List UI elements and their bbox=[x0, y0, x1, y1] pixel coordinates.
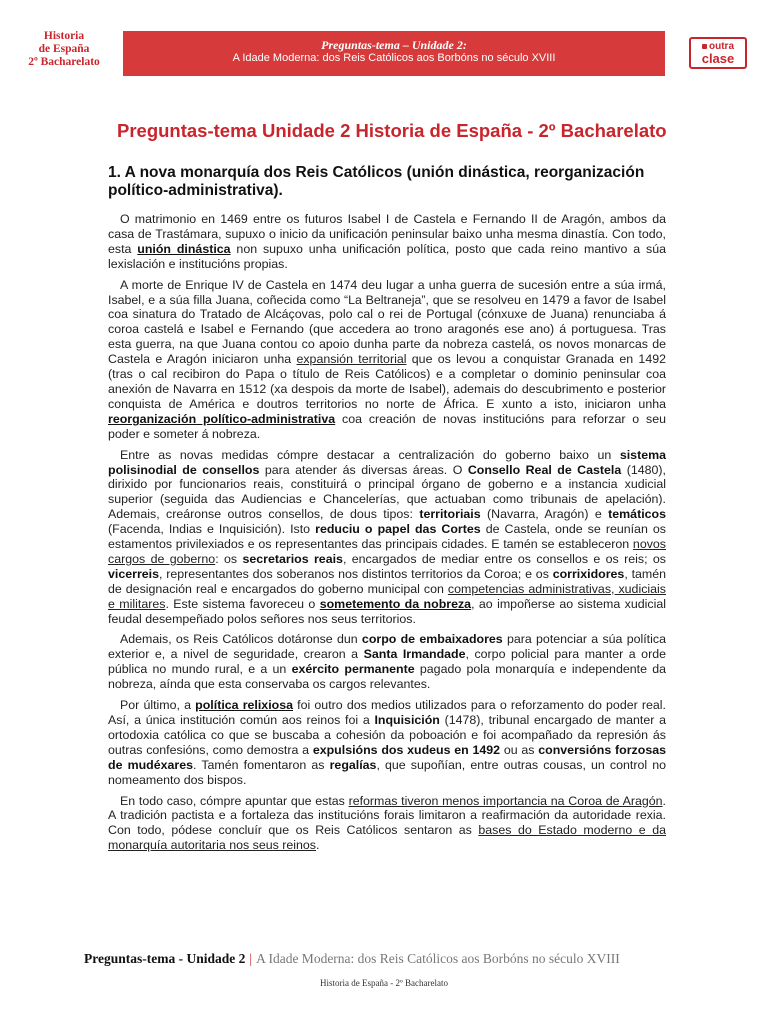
text-run: : os bbox=[215, 551, 243, 566]
footer-subtitle: A Idade Moderna: dos Reis Católicos aos Borbóns no século XVIII bbox=[256, 951, 620, 966]
footer-title: Preguntas-tema - Unidade 2 bbox=[84, 951, 246, 966]
bold-term: corpo de embaixadores bbox=[361, 632, 503, 647]
paragraph-6 bbox=[108, 794, 666, 854]
bold-term: secretarios reais bbox=[242, 551, 343, 566]
bold-term: sistema polisinodial de consellos bbox=[108, 447, 666, 477]
text-run: Ademais, os Reis Católicos dotáronse dun bbox=[120, 632, 362, 647]
text-run: (1480), dirixido por funcionarios reais, constituirá o principal órgano de goberno e a instancia xudicial superior (seguida das Audiencias e Chancelerías, que actuaban como tribunais de apelación). Ademais, creáronse outros consellos, de dous tipos: bbox=[108, 462, 666, 522]
text-run: , que supoñían, entre outras cousas, un control no nomeamento dos bispos. bbox=[108, 757, 666, 787]
logo-dot-icon bbox=[702, 44, 707, 49]
text-run: En todo caso, cómpre apuntar que estas bbox=[120, 793, 349, 808]
text-run: pagado pola monarquía e independente da nobreza, aínda que esta conservaba os cargos relevantes. bbox=[108, 662, 667, 692]
text-run: , ao impoñerse ao sistema xudicial feudal desempeñado polos señores nos seus territorios. bbox=[108, 596, 666, 626]
text-run: , encargados de mediar entre os consellos e os reis; os bbox=[342, 551, 666, 566]
text-run: de Castela, onde se reunían os estamentos privilexiados e os representantes das principais cidades. E tamén se estableceron bbox=[108, 522, 666, 552]
section-heading: 1. A nova monarquía dos Reis Católicos (unión dinástica, reorganización político-administrativa). bbox=[108, 164, 645, 199]
footer-separator: | bbox=[249, 951, 253, 966]
emphasis-underline: sometemento da nobreza bbox=[319, 596, 472, 611]
bold-term: vicerreis bbox=[108, 566, 159, 581]
logo-line1: outra bbox=[709, 41, 734, 52]
underline: reformas tiveron menos importancia na Coroa de Aragón bbox=[348, 793, 663, 808]
paragraph-2 bbox=[108, 278, 666, 442]
paragraph-4 bbox=[108, 632, 666, 692]
text-run: , tamén de designación real e encargados do goberno municipal con bbox=[108, 566, 667, 596]
text-run: coa creación de novas institucións para reforzar o seu poder e someter á nobreza. bbox=[108, 411, 667, 441]
text-run: . Tamén fomentaron as bbox=[193, 757, 330, 772]
text-run: foi outro dos medios utilizados para o reforzamento do poder real. Así, a única institución común aos reinos foi a bbox=[108, 698, 666, 727]
bold-term: exército permanente bbox=[291, 662, 415, 677]
text-run: , corpo policial para manter a orde pública no mundo rural, e a un bbox=[108, 647, 666, 677]
underline: novos cargos de goberno bbox=[108, 537, 666, 566]
document-title: Preguntas-tema Unidade 2 Historia de España - 2º Bacharelato bbox=[117, 120, 667, 141]
text-run: (1478), tribunal encargado de manter a ortodoxia católica co que se buscaba a cohesión da poboación e foi acompañado da represión ás outras confesións, como demostra a bbox=[108, 713, 666, 757]
bold-term: Santa Irmandade bbox=[363, 647, 466, 662]
paragraph-1 bbox=[108, 212, 666, 272]
underline: competencias administrativas, xudiciais e militares bbox=[108, 581, 666, 611]
text-run: . Este sistema favoreceu o bbox=[165, 596, 320, 611]
underline: expansión territorial bbox=[296, 352, 407, 367]
text-run: Entre as novas medidas cómpre destacar a centralización do goberno baixo un bbox=[120, 447, 620, 462]
header-course-line1: Historia bbox=[43, 30, 85, 42]
paragraph-5 bbox=[108, 698, 666, 787]
bold-term: reduciu o papel das Cortes bbox=[315, 522, 481, 537]
emphasis-underline: reorganización político-administrativa bbox=[108, 411, 336, 426]
footer-course-label: Historia de España - 2º Bacharelato bbox=[320, 978, 448, 988]
paragraph-3 bbox=[108, 448, 666, 627]
text-run: para potenciar a súa política exterior e, a nivel de seguridade, crearon a bbox=[108, 632, 666, 662]
header-banner-title: Preguntas-tema – Unidade 2: bbox=[321, 38, 467, 52]
bold-term: territoriais bbox=[419, 507, 481, 522]
text-run: . bbox=[316, 838, 320, 853]
bold-term: corrixidores bbox=[552, 566, 625, 581]
header-banner bbox=[123, 31, 665, 76]
underline: bases do Estado moderno e da monarquía autoritaria nos seus reinos bbox=[108, 823, 666, 853]
bold-term: temáticos bbox=[608, 507, 666, 522]
text-run: (Facenda, Indias e Inquisición). Isto bbox=[108, 522, 316, 537]
text-run: Por último, a bbox=[120, 698, 196, 713]
logo-line2: clase bbox=[701, 51, 735, 66]
text-run: para atender ás diversas áreas. O bbox=[259, 462, 468, 477]
text-run: (Navarra, Aragón) e bbox=[480, 507, 609, 522]
bold-term: Consello Real de Castela bbox=[467, 462, 622, 477]
document-body bbox=[108, 212, 666, 859]
text-run: A morte de Enrique IV de Castela en 1474 deu lugar a unha guerra de sucesión entre a súa irmá, Isabel, e a súa filla Juana, coñecida como “La Beltraneja”, que se resolveu en 1479 a favor de Isabel coa sinatura do Tratado de Alcáçovas, polo cal o rei de Portugal (cónxuxe de Juana) renunciaba á coroa castelá e Isabel e Fernando (que accedera ao trono aragonés ese ano) á portuguesa. Tras esta guerra, na que Juana contou co apoio dunha parte da nobreza castelá, os novos monarcas de Castela e Aragón iniciaron unha bbox=[108, 277, 666, 367]
text-run: , representantes dos soberanos nos distintos territorios da Coroa; e os bbox=[158, 566, 553, 581]
text-run: O matrimonio en 1469 entre os futuros Isabel I de Castela e Fernando II de Aragón, ambos da casa de Trastámara, supuxo o inicio da unificación peninsular baixo unha mesma dinastía. Con todo, esta bbox=[108, 212, 666, 256]
bold-term: expulsións dos xudeus en 1492 bbox=[312, 742, 501, 757]
text-run: que os levou a conquistar Granada en 1492 (tras o cal recibiron do Papa o título de Reis Católicos) e a completar o dominio peninsular coa anexión de Navarra en 1512 (xa despois da morte de Isabel), ademais do descubrimento e posterior conquista de América e doutros territorios no norte de África. E xunto a isto, iniciaron unha bbox=[108, 352, 666, 411]
bold-term: conversións forzosas de mudéxares bbox=[108, 742, 666, 772]
text-run: ou as bbox=[500, 742, 539, 757]
outra-clase-logo bbox=[689, 37, 747, 69]
header-course-line3: 2º Bacharelato bbox=[28, 56, 100, 68]
text-run: non supuxo unha unificación política, posto que cada reino mantivo a súa lexislación e institucións propias. bbox=[108, 241, 666, 271]
bold-term: Inquisición bbox=[374, 713, 440, 727]
bold-term: regalías bbox=[329, 757, 377, 772]
footer-running-title bbox=[84, 951, 704, 967]
emphasis-underline: política relixiosa bbox=[195, 698, 293, 713]
emphasis-underline: unión dinástica bbox=[137, 241, 231, 256]
text-run: . A tradición pactista e a fortaleza das institucións forais limitaron a reafirmación da autoridade rexia. Con todo, pódese concluír que os Reis Católicos sentaron as bbox=[108, 793, 666, 838]
header-course-line2: de España bbox=[38, 43, 90, 55]
header-course-label bbox=[14, 30, 114, 69]
header-banner-subtitle: A Idade Moderna: dos Reis Católicos aos Borbóns no século XVIII bbox=[232, 52, 556, 64]
